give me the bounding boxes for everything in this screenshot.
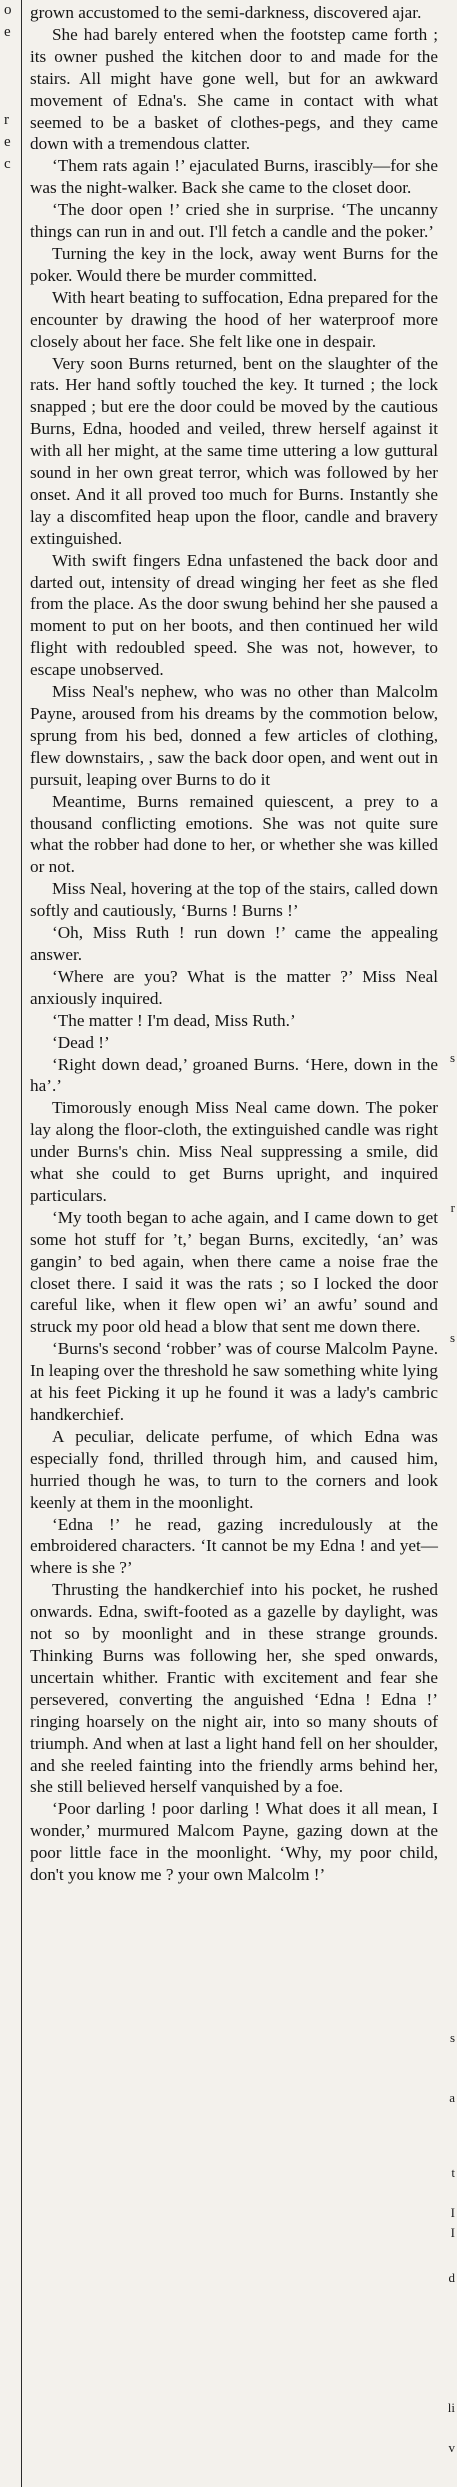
paragraph: ‘My tooth began to ache again, and I came down to get some hot stuff for ’t,’ began Burns, excitedly, ‘an’ was gangin’ to bed again, when there came a noise frae the closet there. I said it was the rats ; so I locked the door careful like, when it flew open wi’ an awfu’ sound and struck my poor old head a blow that sent me down there. [30, 1207, 438, 1337]
gutter-fragment: v [448, 2440, 455, 2455]
gutter-fragment: d [448, 2270, 455, 2285]
paragraph: ‘The matter ! I'm dead, Miss Ruth.’ [52, 1010, 296, 1030]
paragraph: Timorously enough Miss Neal came down. The poker lay along the floor-cloth, the extinguished candle was right under Burns's chin. Miss Neal suppressing a smile, did what she could to get Burns upright, and inquired particulars. [30, 1098, 438, 1205]
paragraph: ‘Dead !’ [52, 1032, 110, 1052]
paragraph: She had barely entered when the footstep came forth ; its owner pushed the kitchen door to and made for the stairs. All might have gone well, but for an awkward movement of Edna's. She came in contact with what seemed to be a basket of clothes-pegs, and they came down with a tremendous clatter. [30, 24, 438, 154]
paragraph: ‘Burns's second ‘robber’ was of course Malcolm Payne. In leaping over the threshold he saw something white lying at his feet Picking it up he found it was a lady's cambric handkerchief. [30, 1339, 438, 1424]
paragraph: Very soon Burns returned, bent on the slaughter of the rats. Her hand softly touched the key. It turned ; the lock snapped ; but ere the door could be moved by the cautious Burns, Edna, hooded and veiled, threw herself against it with all her might, at the same time uttering a low guttural sound in her own great terror, which was followed by her onset. And it all proved too much for Burns. Instantly she lay a discomfited heap upon the floor, candle and bravery extinguished. [30, 353, 438, 548]
left-column-fragment [0, 0, 24, 2487]
paragraph: Miss Neal, hovering at the top of the stairs, called down softly and cautiously, ‘Burns ! Burns !’ [30, 879, 438, 921]
gutter-fragment: s [449, 1050, 455, 1065]
paragraph: grown accustomed to the semi-darkness, discovered ajar. [30, 3, 422, 22]
paragraph: ‘Right down dead,’ groaned Burns. ‘Here, down in the ha’.’ [30, 1054, 438, 1096]
paragraph: ‘The door open !’ cried she in surprise. ‘The uncanny things can run in and out. I'll fetch a candle and the poker.’ [30, 200, 438, 242]
gutter-fragment: s [449, 1330, 455, 1345]
gutter-fragment: r [450, 1200, 455, 1215]
gutter-fragment: s [449, 2030, 455, 2045]
paragraph: Turning the key in the lock, away went Burns for the poker. Would there be murder committed. [30, 243, 438, 285]
paragraph: A peculiar, delicate perfume, of which Edna was especially fond, thrilled through him, and caused him, hurried though he was, to turn to the corners and look keenly at them in the moonlight. [30, 1426, 438, 1512]
gutter-fragment: a [449, 2090, 455, 2105]
paragraph: Miss Neal's nephew, who was no other than Malcolm Payne, aroused from his dreams by the commotion below, sprung from his bed, donned a few articles of clothing, flew downstairs, , saw the back door open, and went out in pursuit, leaping over Burns to do it [30, 682, 438, 789]
gutter-fragment: I [450, 2225, 455, 2240]
column-rule [21, 0, 22, 2487]
gutter-fragment: c [4, 156, 11, 172]
paragraph: With swift fingers Edna unfastened the back door and darted out, intensity of dread winging her feet as she fled from the place. As the door swung behind her she paused a moment to put on her boots, and then continued her wild flight with redoubled speed. She was not, however, to escape unobserved. [30, 550, 438, 680]
gutter-fragment: t [451, 2165, 455, 2180]
paragraph: ‘Where are you? What is the matter ?’ Miss Neal anxiously inquired. [30, 966, 438, 1008]
gutter-fragment: o [4, 2, 12, 18]
paragraph: ‘Poor darling ! poor darling ! What does it all mean, I wonder,’ murmured Malcom Payne, gazing down at the poor little face in the moonlight. ‘Why, my poor child, don't you know me ? your own Malcolm !’ [30, 1799, 438, 1885]
gutter-fragment: I [450, 2205, 455, 2220]
paragraph: ‘Edna !’ he read, gazing incredulously at the embroidered characters. ‘It cannot be my Edna ! and yet—where is she ?’ [30, 1514, 438, 1578]
article-column [30, 2, 438, 1886]
paragraph: ‘Oh, Miss Ruth ! run down !’ came the appealing answer. [30, 923, 438, 964]
right-column-fragment [443, 0, 457, 2487]
paragraph: ‘Them rats again !’ ejaculated Burns, irascibly—for she was the night-walker. Back she came to the closet door. [30, 156, 438, 198]
gutter-fragment: r [4, 112, 9, 128]
gutter-fragment: e [4, 24, 11, 40]
paragraph: Thrusting the handkerchief into his pocket, he rushed onwards. Edna, swift-footed as a gazelle by daylight, was not so by moonlight and in these strange grounds. Thinking Burns was following her, she sped onwards, uncertain whither. Frantic with excitement and fear she persevered, converting the anguished ‘Edna ! Edna !’ ringing hoarsely on the night air, into so many shouts of triumph. And when at last a light hand fell on her shoulder, and she reeled fainting into the friendly arms behind her, she still believed herself vanquished by a foe. [30, 1580, 438, 1797]
gutter-fragment: li [447, 2400, 455, 2415]
gutter-fragment: e [4, 134, 11, 150]
paragraph: Meantime, Burns remained quiescent, a prey to a thousand conflicting emotions. She was not quite sure what the robber had done to her, or whether she was killed or not. [30, 791, 438, 877]
paragraph: With heart beating to suffocation, Edna prepared for the encounter by drawing the hood of her waterproof more closely about her face. She felt like one in despair. [30, 287, 438, 351]
